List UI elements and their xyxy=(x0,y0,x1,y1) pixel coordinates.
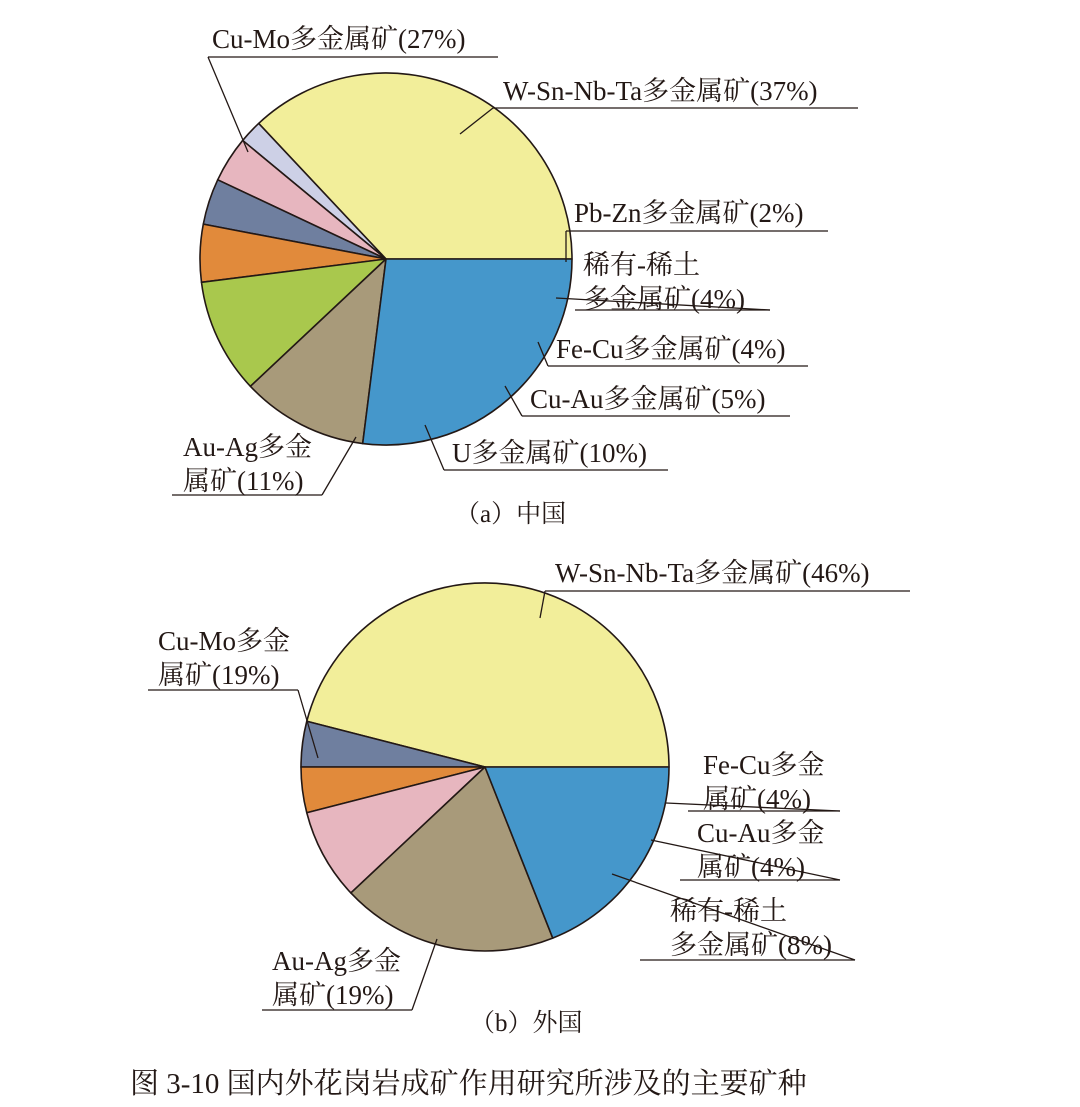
slice-label-w-sn-nb-ta: W-Sn-Nb-Ta多金属矿(37%) xyxy=(503,76,818,106)
leader-line xyxy=(208,57,248,152)
slice-label-au-ag: Au-Ag多金属矿(11%) xyxy=(183,432,312,496)
slice-label-slice: 稀有-稀土多金属矿(8%) xyxy=(670,896,832,960)
figure-caption: 图 3-10 国内外花岗岩成矿作用研究所涉及的主要矿种 xyxy=(130,1068,807,1100)
pie-chart-china xyxy=(172,24,858,496)
slice-label-cu-au: Cu-Au多金属矿(4%) xyxy=(697,818,825,882)
pie-chart-foreign xyxy=(148,558,910,1010)
caption-china: （a）中国 xyxy=(455,501,567,528)
leader-line xyxy=(322,437,356,495)
slice-label-w-sn-nb-ta: W-Sn-Nb-Ta多金属矿(46%) xyxy=(555,558,870,588)
caption-foreign: （b）外国 xyxy=(470,1010,583,1037)
slice-label-u: U多金属矿(10%) xyxy=(452,438,647,468)
leader-line xyxy=(412,939,437,1010)
slice-label-slice: 稀有-稀土多金属矿(4%) xyxy=(583,250,745,314)
slice-label-fe-cu: Fe-Cu多金属矿(4%) xyxy=(556,334,786,364)
slice-label-pb-zn: Pb-Zn多金属矿(2%) xyxy=(574,198,804,228)
slice-label-au-ag: Au-Ag多金属矿(19%) xyxy=(272,946,401,1010)
slice-label-cu-mo: Cu-Mo多金属矿(27%) xyxy=(212,24,466,54)
slice-label-fe-cu: Fe-Cu多金属矿(4%) xyxy=(703,750,825,814)
slice-label-cu-mo: Cu-Mo多金属矿(19%) xyxy=(158,626,291,690)
slice-label-cu-au: Cu-Au多金属矿(5%) xyxy=(530,384,766,414)
pie-slice-cu-mo xyxy=(363,259,572,445)
